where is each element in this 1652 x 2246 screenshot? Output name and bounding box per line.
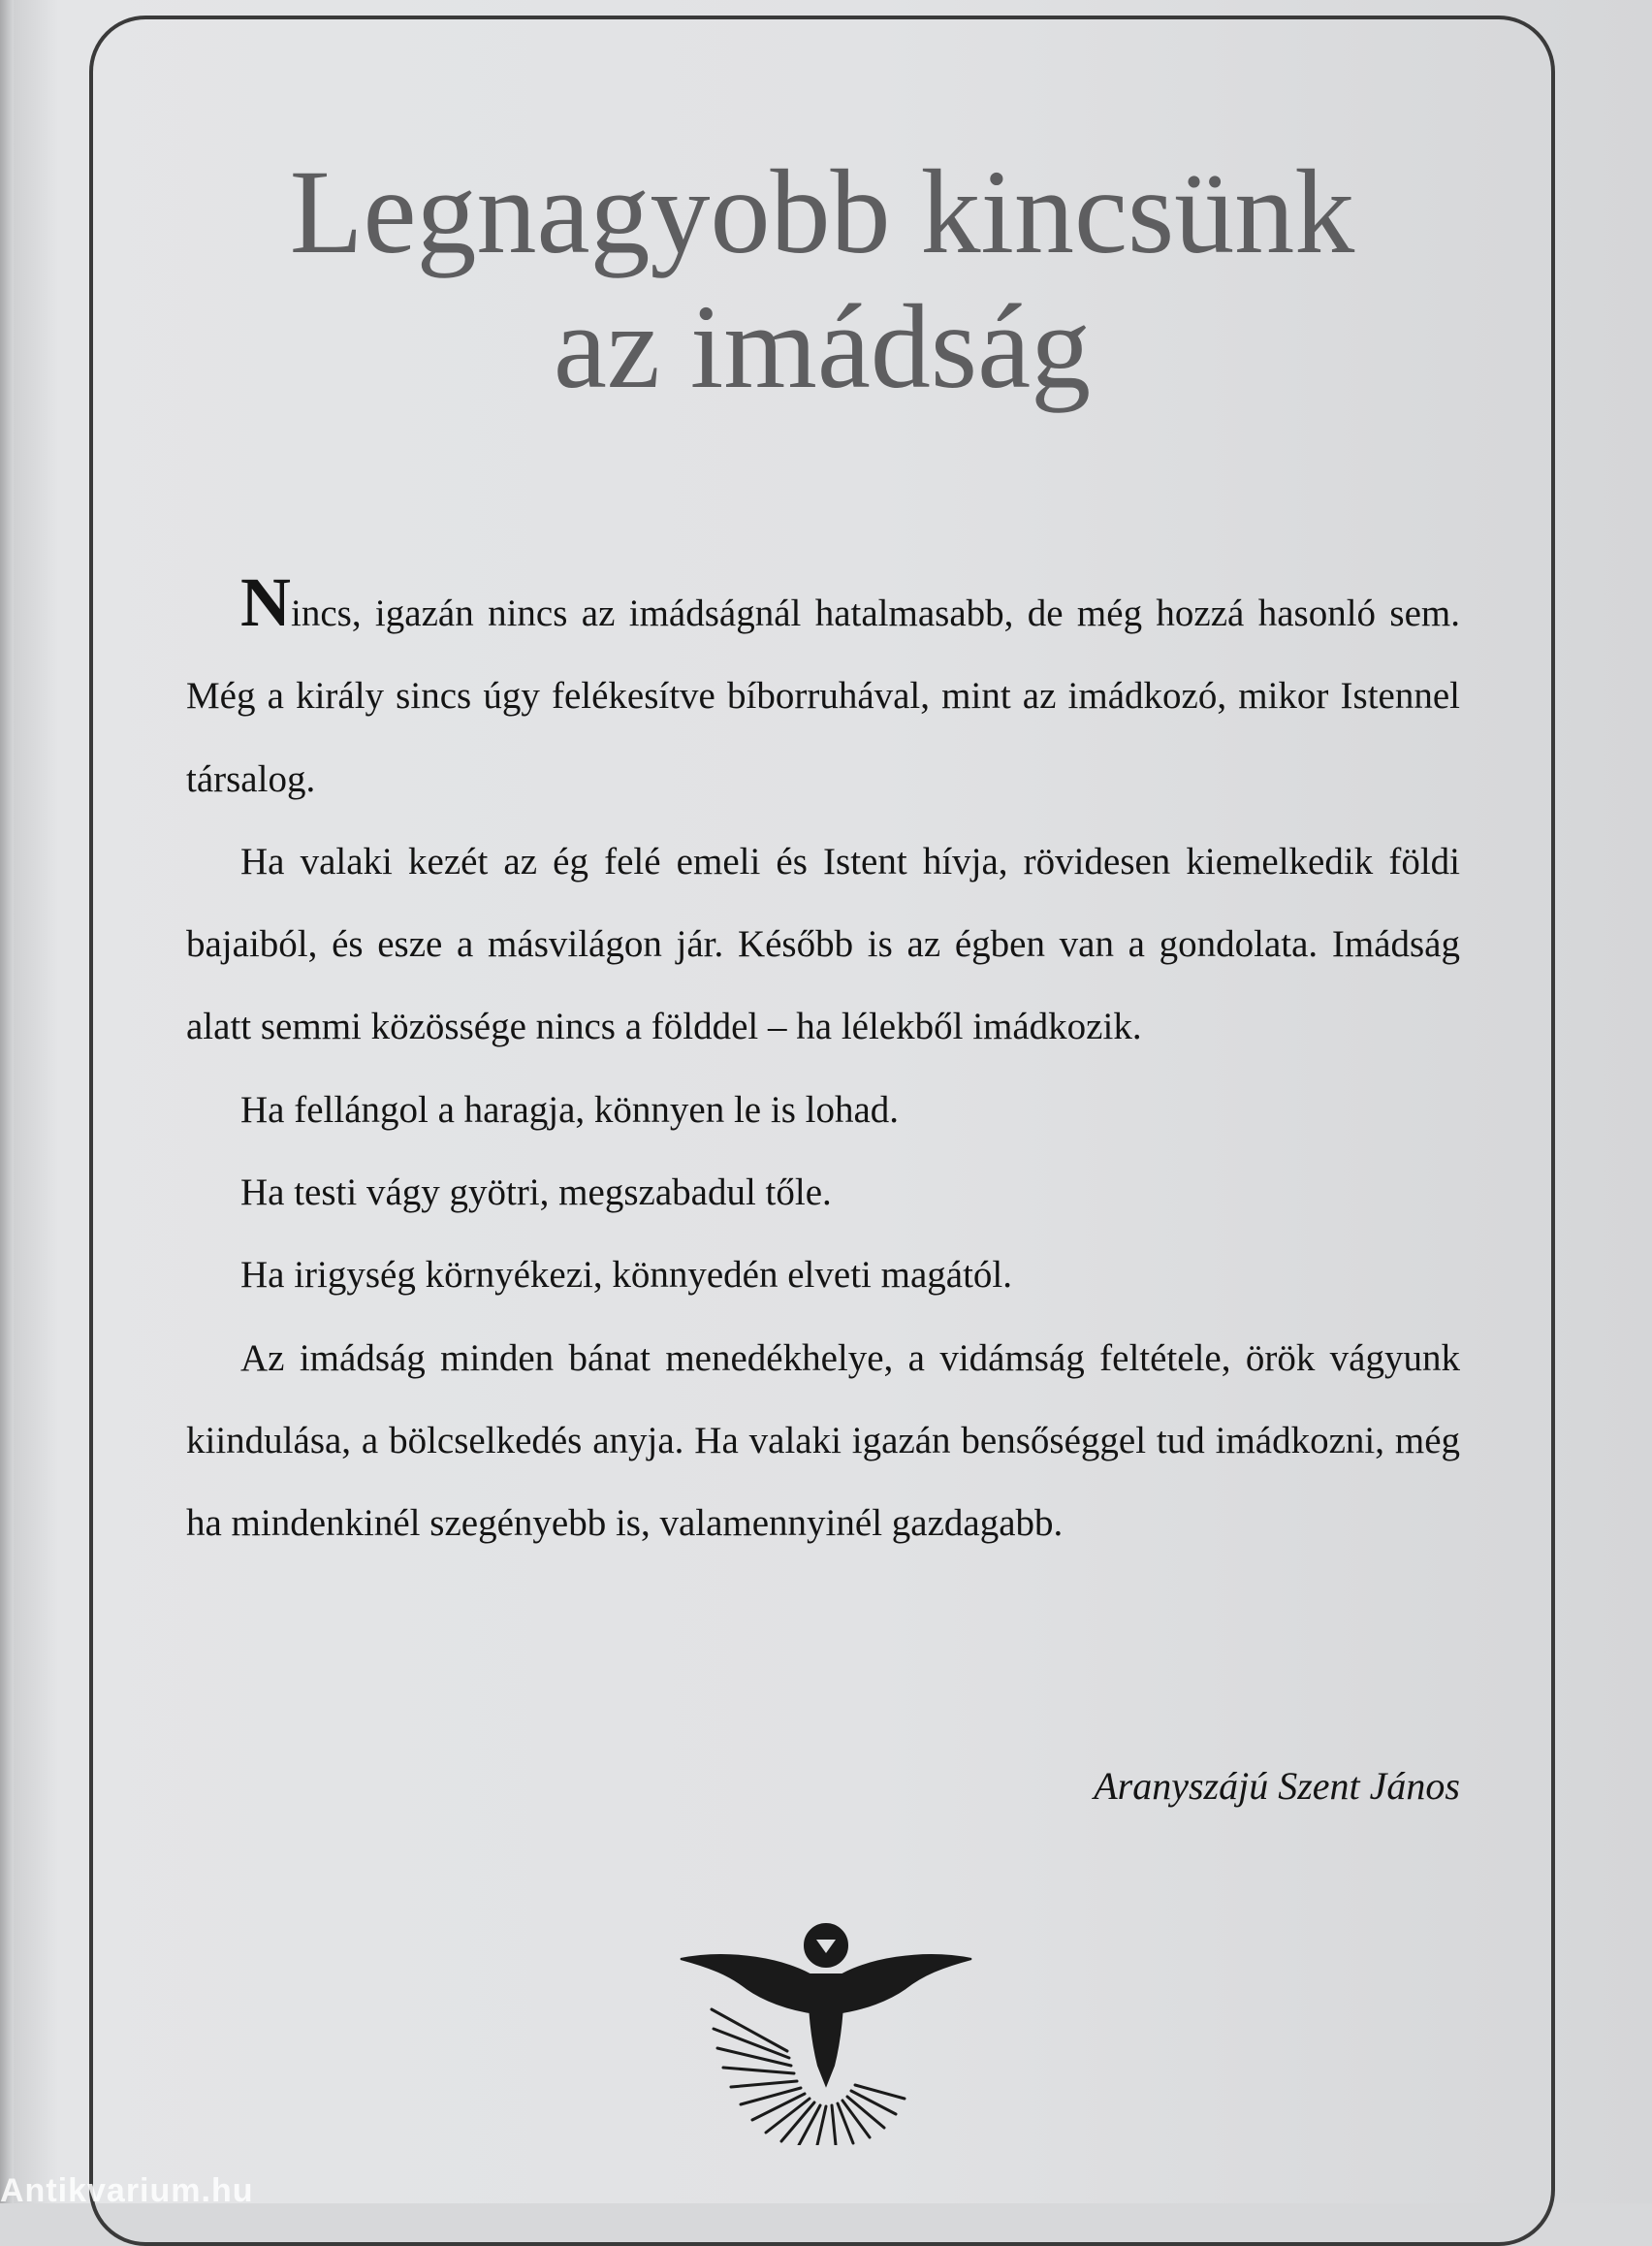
paragraph-5: Ha irigység környékezi, könnyedén elveti magától. <box>240 1254 1012 1297</box>
paragraph-1-text: incs, igazán nincs az imádságnál hatalmasabb, de még hozzá hasonló sem. Még a király sincs úgy felékesítve bíborruhával, mint az imádkozó, mikor Istennel társalog. <box>186 593 1460 800</box>
page-title <box>89 145 1555 415</box>
paragraph-2: Ha valaki kezét az ég felé emeli és Istent hívja, rövidesen kiemelkedik földi bajaiból, és esze a másvilágon jár. Később is az égben van a gondolata. Imádság alatt semmi közössége nincs a földdel – ha lélekből imádkozik. <box>186 840 1460 1048</box>
paragraph-3: Ha fellángol a haragja, könnyen le is lohad. <box>240 1088 900 1131</box>
title-line-1: Legnagyobb kincsünk <box>289 145 1355 278</box>
drop-cap: N <box>240 563 291 641</box>
body-text <box>186 563 1460 1565</box>
page-edge <box>0 0 14 2203</box>
paragraph-4: Ha testi vágy gyötri, megszabadul tőle. <box>240 1171 832 1214</box>
title-line-2: az imádság <box>553 279 1092 413</box>
paragraph-6: Az imádság minden bánat menedékhelye, a vidámság feltétele, örök vágyunk kiindulása, a bölcselkedés anyja. Ha valaki igazán bensőséggel tud imádkozni, még ha mindenkinél szegényebb is, valamennyinél gazdagabb. <box>186 1336 1460 1545</box>
dove-icon <box>671 1920 981 2145</box>
author-signature: Aranyszájú Szent János <box>1094 1764 1460 1808</box>
paragraph-1 <box>186 563 1460 820</box>
watermark: Antikvarium.hu <box>0 2172 254 2209</box>
